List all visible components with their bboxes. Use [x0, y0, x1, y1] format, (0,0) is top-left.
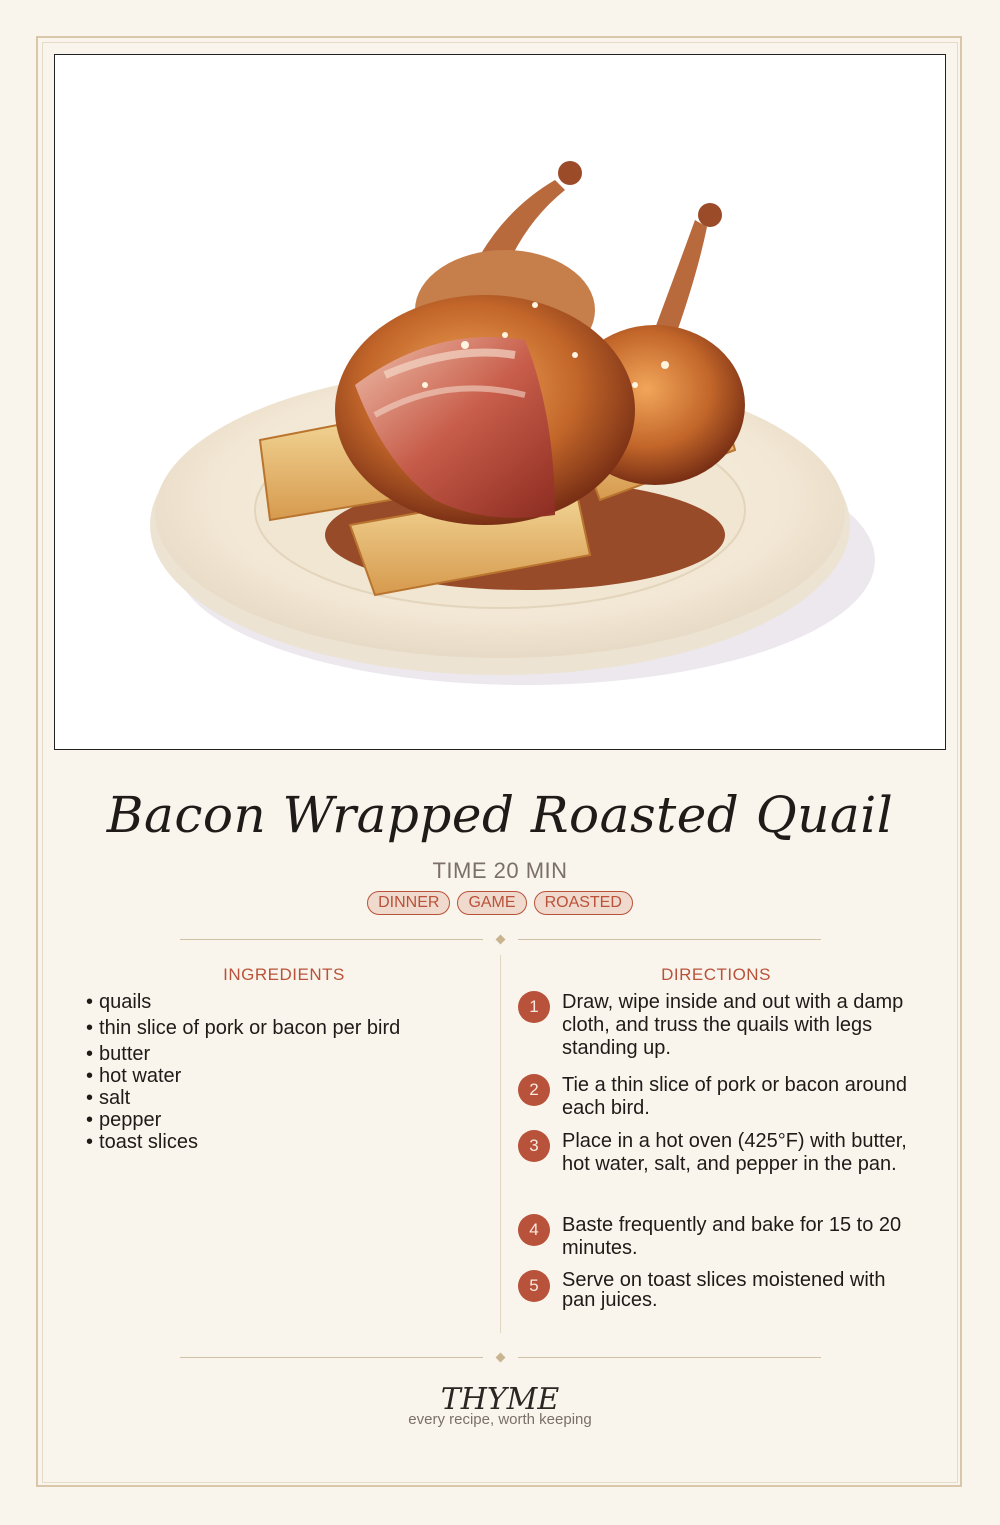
brand-tagline: every recipe, worth keeping: [408, 1411, 592, 1428]
tag-roasted[interactable]: ROASTED: [534, 891, 633, 915]
ingredient-item: • toast slices: [86, 1131, 198, 1154]
ingredients-heading: INGREDIENTS: [223, 965, 345, 984]
ingredient-item: • pepper: [86, 1109, 161, 1132]
tag-dinner[interactable]: DINNER: [367, 891, 450, 915]
footer-divider-right: [518, 1357, 821, 1358]
ingredient-item: • thin slice of pork or bacon per bird: [86, 1017, 400, 1040]
ingredient-item: • hot water: [86, 1065, 181, 1088]
step-number: 1: [518, 991, 550, 1023]
roasted-quail-illustration: [55, 55, 945, 749]
directions-heading: DIRECTIONS: [661, 965, 771, 984]
recipe-photo: [54, 54, 946, 750]
divider-left: [180, 939, 483, 940]
step-number: 5: [518, 1270, 550, 1302]
step-text: Baste frequently and bake for 15 to 20 minutes.: [562, 1214, 902, 1259]
step-number: 3: [518, 1130, 550, 1162]
column-divider: [500, 955, 501, 1333]
step-number: 2: [518, 1074, 550, 1106]
ingredient-item: • butter: [86, 1043, 150, 1066]
ingredient-item: • quails: [86, 991, 151, 1014]
ingredient-item: • salt: [86, 1087, 130, 1110]
tag-list: [0, 891, 1000, 915]
step-text: Tie a thin slice of pork or bacon around each bird.: [562, 1074, 908, 1119]
footer-divider-left: [180, 1357, 483, 1358]
tag-game[interactable]: GAME: [457, 891, 526, 915]
recipe-title: Bacon Wrapped Roasted Quail: [106, 786, 894, 844]
divider-right: [518, 939, 821, 940]
brand-logo: THYME: [440, 1382, 560, 1417]
step-number: 4: [518, 1214, 550, 1246]
step-text: Draw, wipe inside and out with a damp cloth, and truss the quails with legs standing up.: [562, 991, 904, 1059]
step-text: Serve on toast slices moistened with pan juices.: [562, 1269, 886, 1311]
cook-time: TIME 20 MIN: [432, 858, 568, 883]
step-text: Place in a hot oven (425°F) with butter, hot water, salt, and pepper in the pan.: [562, 1130, 907, 1175]
